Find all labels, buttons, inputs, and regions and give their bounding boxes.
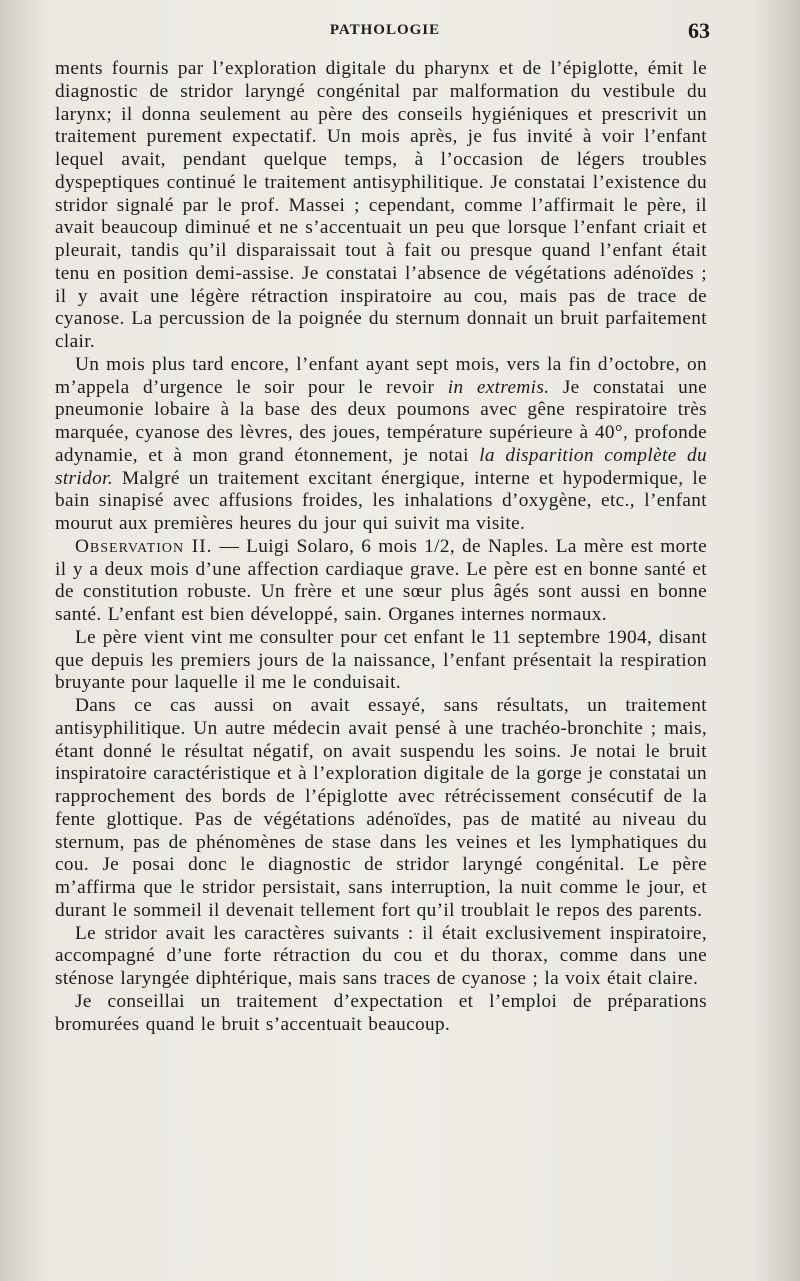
italic-disparition: la disparition complète du stridor.	[55, 444, 707, 489]
observation-label: Observation II.	[75, 535, 213, 557]
italic-in-extremis: in extremis.	[447, 376, 550, 398]
paragraph-2-text-c: Malgré un traitement excitant énergique, interne et hypodermique, le bain sinapisé avec affusions froides, les inhalations d’oxygène, etc., l’enfant mourut aux premières heures du jour qui suivit ma visite.	[55, 467, 707, 534]
paragraph-6	[55, 923, 707, 991]
observation-text: — Luigi Solaro, 6 mois 1/2, de Naples. La mère est morte il y a deux mois d’une affection cardiaque grave. Le père est en bonne santé et de constitution robuste. Un frère et une sœur plus âgés sont aussi en bonne santé. L’enfant est bien développé, sain. Organes internes normaux.	[55, 535, 707, 625]
paragraph-4	[55, 627, 707, 695]
paragraph-5	[55, 695, 707, 923]
page-header	[60, 18, 710, 46]
paragraph-2	[55, 354, 707, 536]
running-title: PATHOLOGIE	[329, 22, 441, 38]
paragraph-observation	[55, 536, 707, 627]
paragraph-6-text: Le stridor avait les caractères suivants : il était exclusivement inspiratoire, accompagné d’une forte rétraction du cou et du thorax, comme dans une sténose laryngée diphtérique, mais sans traces de cyanose ; la voix était claire.	[55, 922, 707, 989]
paragraph-4-text: Le père vient vint me consulter pour cet enfant le 11 septembre 1904, disant que depuis les premiers jours de la naissance, l’enfant présentait la respiration bruyante pour laquelle il me le conduisait.	[55, 626, 707, 694]
paragraph-5-text: Dans ce cas aussi on avait essayé, sans résultats, un traitement antisyphilitique. Un autre médecin avait pensé à une trachéo-bronchite ; mais, étant donné le résultat négatif, on avait suspendu les soins. Je notai le bruit inspiratoire caractéristique et à l’exploration digitale de la gorge je constatai un rapprochement des bords de l’épiglotte avec rétrécissement consécutif de la fente glottique. Pas de végétations adénoïdes, pas de matité au niveau du sternum, pas de phénomènes de stase dans les veines et les lymphatiques du cou. Je posai donc le diagnostic de stridor laryngé congénital. Le père m’affirma que le stridor persistait, sans interruption, la nuit comme le jour, et durant le sommeil il devenait tellement fort qu’il troublait le repos des parents.	[55, 695, 707, 921]
paragraph-1-text: ments fournis par l’exploration digitale du pharynx et de l’épiglotte, émit le diagnostic de stridor laryngé congénital par malformation du vestibule du larynx; il donna seulement au père des conseils hygiéniques et prescrivit un traitement purement expectatif. Un mois après, je fus invité à voir l’enfant lequel avait, pendant quelque temps, à l’occasion de légers troubles dyspeptiques continué le traitement antisyphilitique. Je constatai l’existence du stridor signalé par le prof. Massei ; cependant, comme l’affirmait le père, il avait beaucoup diminué et ne s’accentuait un peu que lorsque l’enfant criait et pleurait, tandis qu’il disparaissait tout à fait ou presque quand l’enfant était tenu en position demi-assise. Je constatai l’absence de végétations adénoïdes ; il y avait une légère rétraction inspiratoire au cou, mais pas de trace de cyanose. La percussion de la poignée du sternum donnait un bruit parfaitement clair.	[55, 58, 707, 352]
paragraph-2-text-b: Je constatai une pneumonie lobaire à la base des deux poumons avec gêne respiratoire très marquée, cyanose des lèvres, des joues, température supérieure à 40°, profonde adynamie, et à mon grand étonnement, je notai	[55, 376, 707, 466]
paragraph-7-text: Je conseillai un traitement d’expectation et l’emploi de préparations bromurées quand le bruit s’accentuait beaucoup.	[55, 990, 707, 1035]
paragraph-2-text-a: Un mois plus tard encore, l’enfant ayant sept mois, vers la fin d’octobre, on m’appela d’urgence le soir pour le revoir	[55, 353, 707, 398]
paragraph-1	[55, 58, 707, 354]
body-text	[55, 58, 707, 1036]
page-number: 63	[688, 18, 710, 43]
paragraph-7	[55, 991, 707, 1037]
